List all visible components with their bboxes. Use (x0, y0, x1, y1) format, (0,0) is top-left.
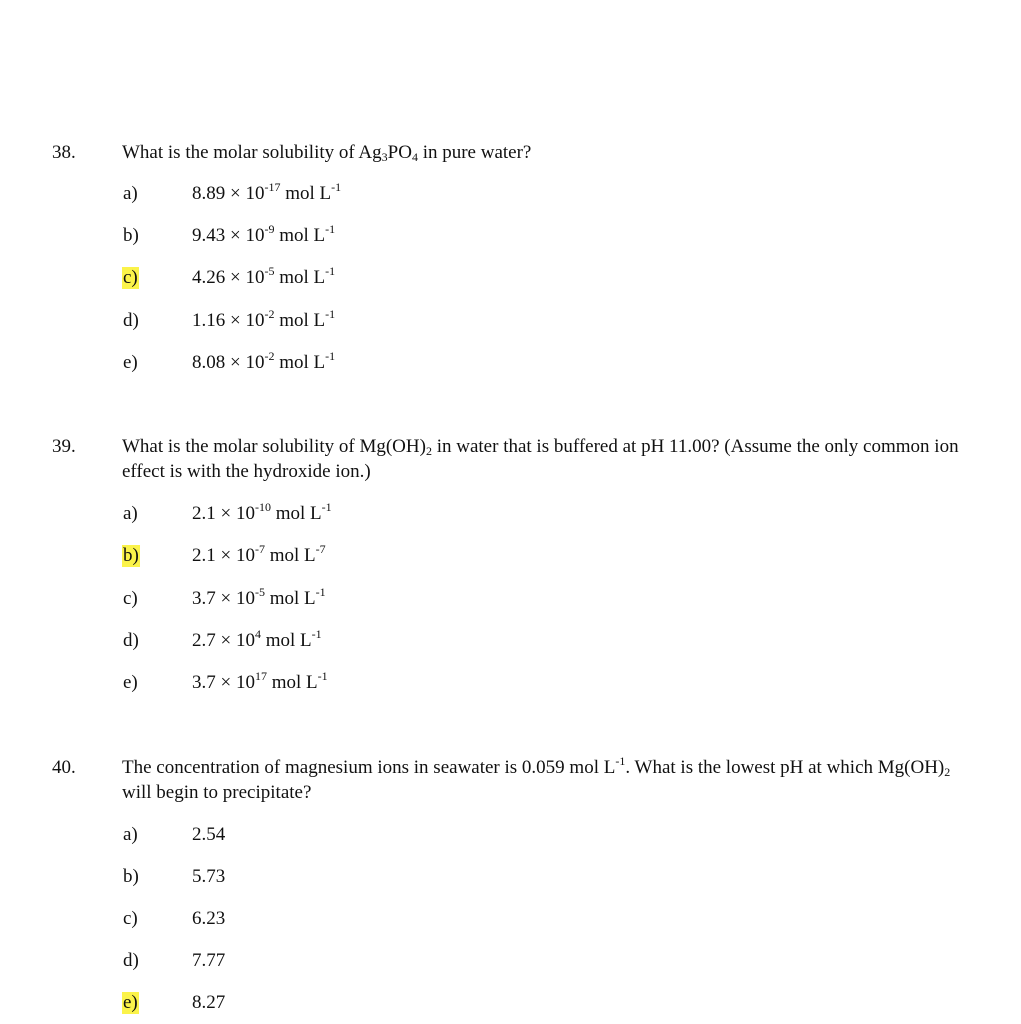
question-text: The concentration of magnesium ions in seawater is 0.059 mol $L^{-1}$. What is the lowest pH at which $Mg(OH)_2$ will begin to precipitate? (122, 754, 951, 803)
option-letter[interactable]: b) (123, 225, 139, 246)
option-value: $3.7 \times 10^{17}$ mol $L^{-1}$ (192, 669, 328, 693)
option-value: $2.1 \times 10^{-10}$ mol $L^{-1}$ (192, 500, 332, 524)
question-text: What is the molar solubility of $Ag_3PO_4$ in pure water? (122, 142, 532, 164)
option-value: $2.1 \times 10^{-7}$ mol $L^{-7}$ (192, 542, 326, 566)
option-value: $3.7 \times 10^{-5}$ mol $L^{-1}$ (192, 585, 326, 609)
option-value: 5.73 (192, 866, 226, 887)
option-value: $1.16 \times 10^{-2}$ mol $L^{-1}$ (192, 307, 336, 331)
option-value: 8.27 (192, 992, 226, 1013)
option-letter[interactable]: c) (123, 588, 138, 609)
option-letter[interactable]: a) (123, 824, 138, 845)
option-letter[interactable]: e) (123, 672, 138, 693)
option-value: 7.77 (192, 950, 226, 971)
option-value: $4.26 \times 10^{-5}$ mol $L^{-1}$ (192, 264, 336, 288)
option-letter-highlighted[interactable]: e) (123, 992, 138, 1013)
question-number: 40. (52, 757, 76, 778)
option-letter[interactable]: a) (123, 183, 138, 204)
option-value: 6.23 (192, 908, 226, 929)
option-letter[interactable]: b) (123, 866, 139, 887)
option-letter-highlighted[interactable]: c) (123, 267, 138, 288)
option-letter-highlighted[interactable]: b) (123, 545, 139, 566)
option-letter[interactable]: a) (123, 503, 138, 524)
option-value: $8.08 \times 10^{-2}$ mol $L^{-1}$ (192, 349, 336, 373)
option-value: $8.89 \times 10^{-17}$ mol $L^{-1}$ (192, 180, 342, 204)
question-text: What is the molar solubility of $Mg(OH)_2$ in water that is buffered at pH 11.00? (Assume the only common ion effect is with the hydroxide ion.) (122, 436, 959, 482)
option-letter[interactable]: d) (123, 630, 139, 651)
option-letter[interactable]: d) (123, 950, 139, 971)
option-value: $9.43 \times 10^{-9}$ mol $L^{-1}$ (192, 222, 336, 246)
option-letter[interactable]: c) (123, 908, 138, 929)
option-letter[interactable]: e) (123, 352, 138, 373)
question-number: 39. (52, 436, 76, 457)
option-value: 2.54 (192, 824, 226, 845)
option-letter[interactable]: d) (123, 310, 139, 331)
option-value: $2.7 \times 10^4$ mol $L^{-1}$ (192, 627, 322, 651)
question-number: 38. (52, 142, 76, 163)
